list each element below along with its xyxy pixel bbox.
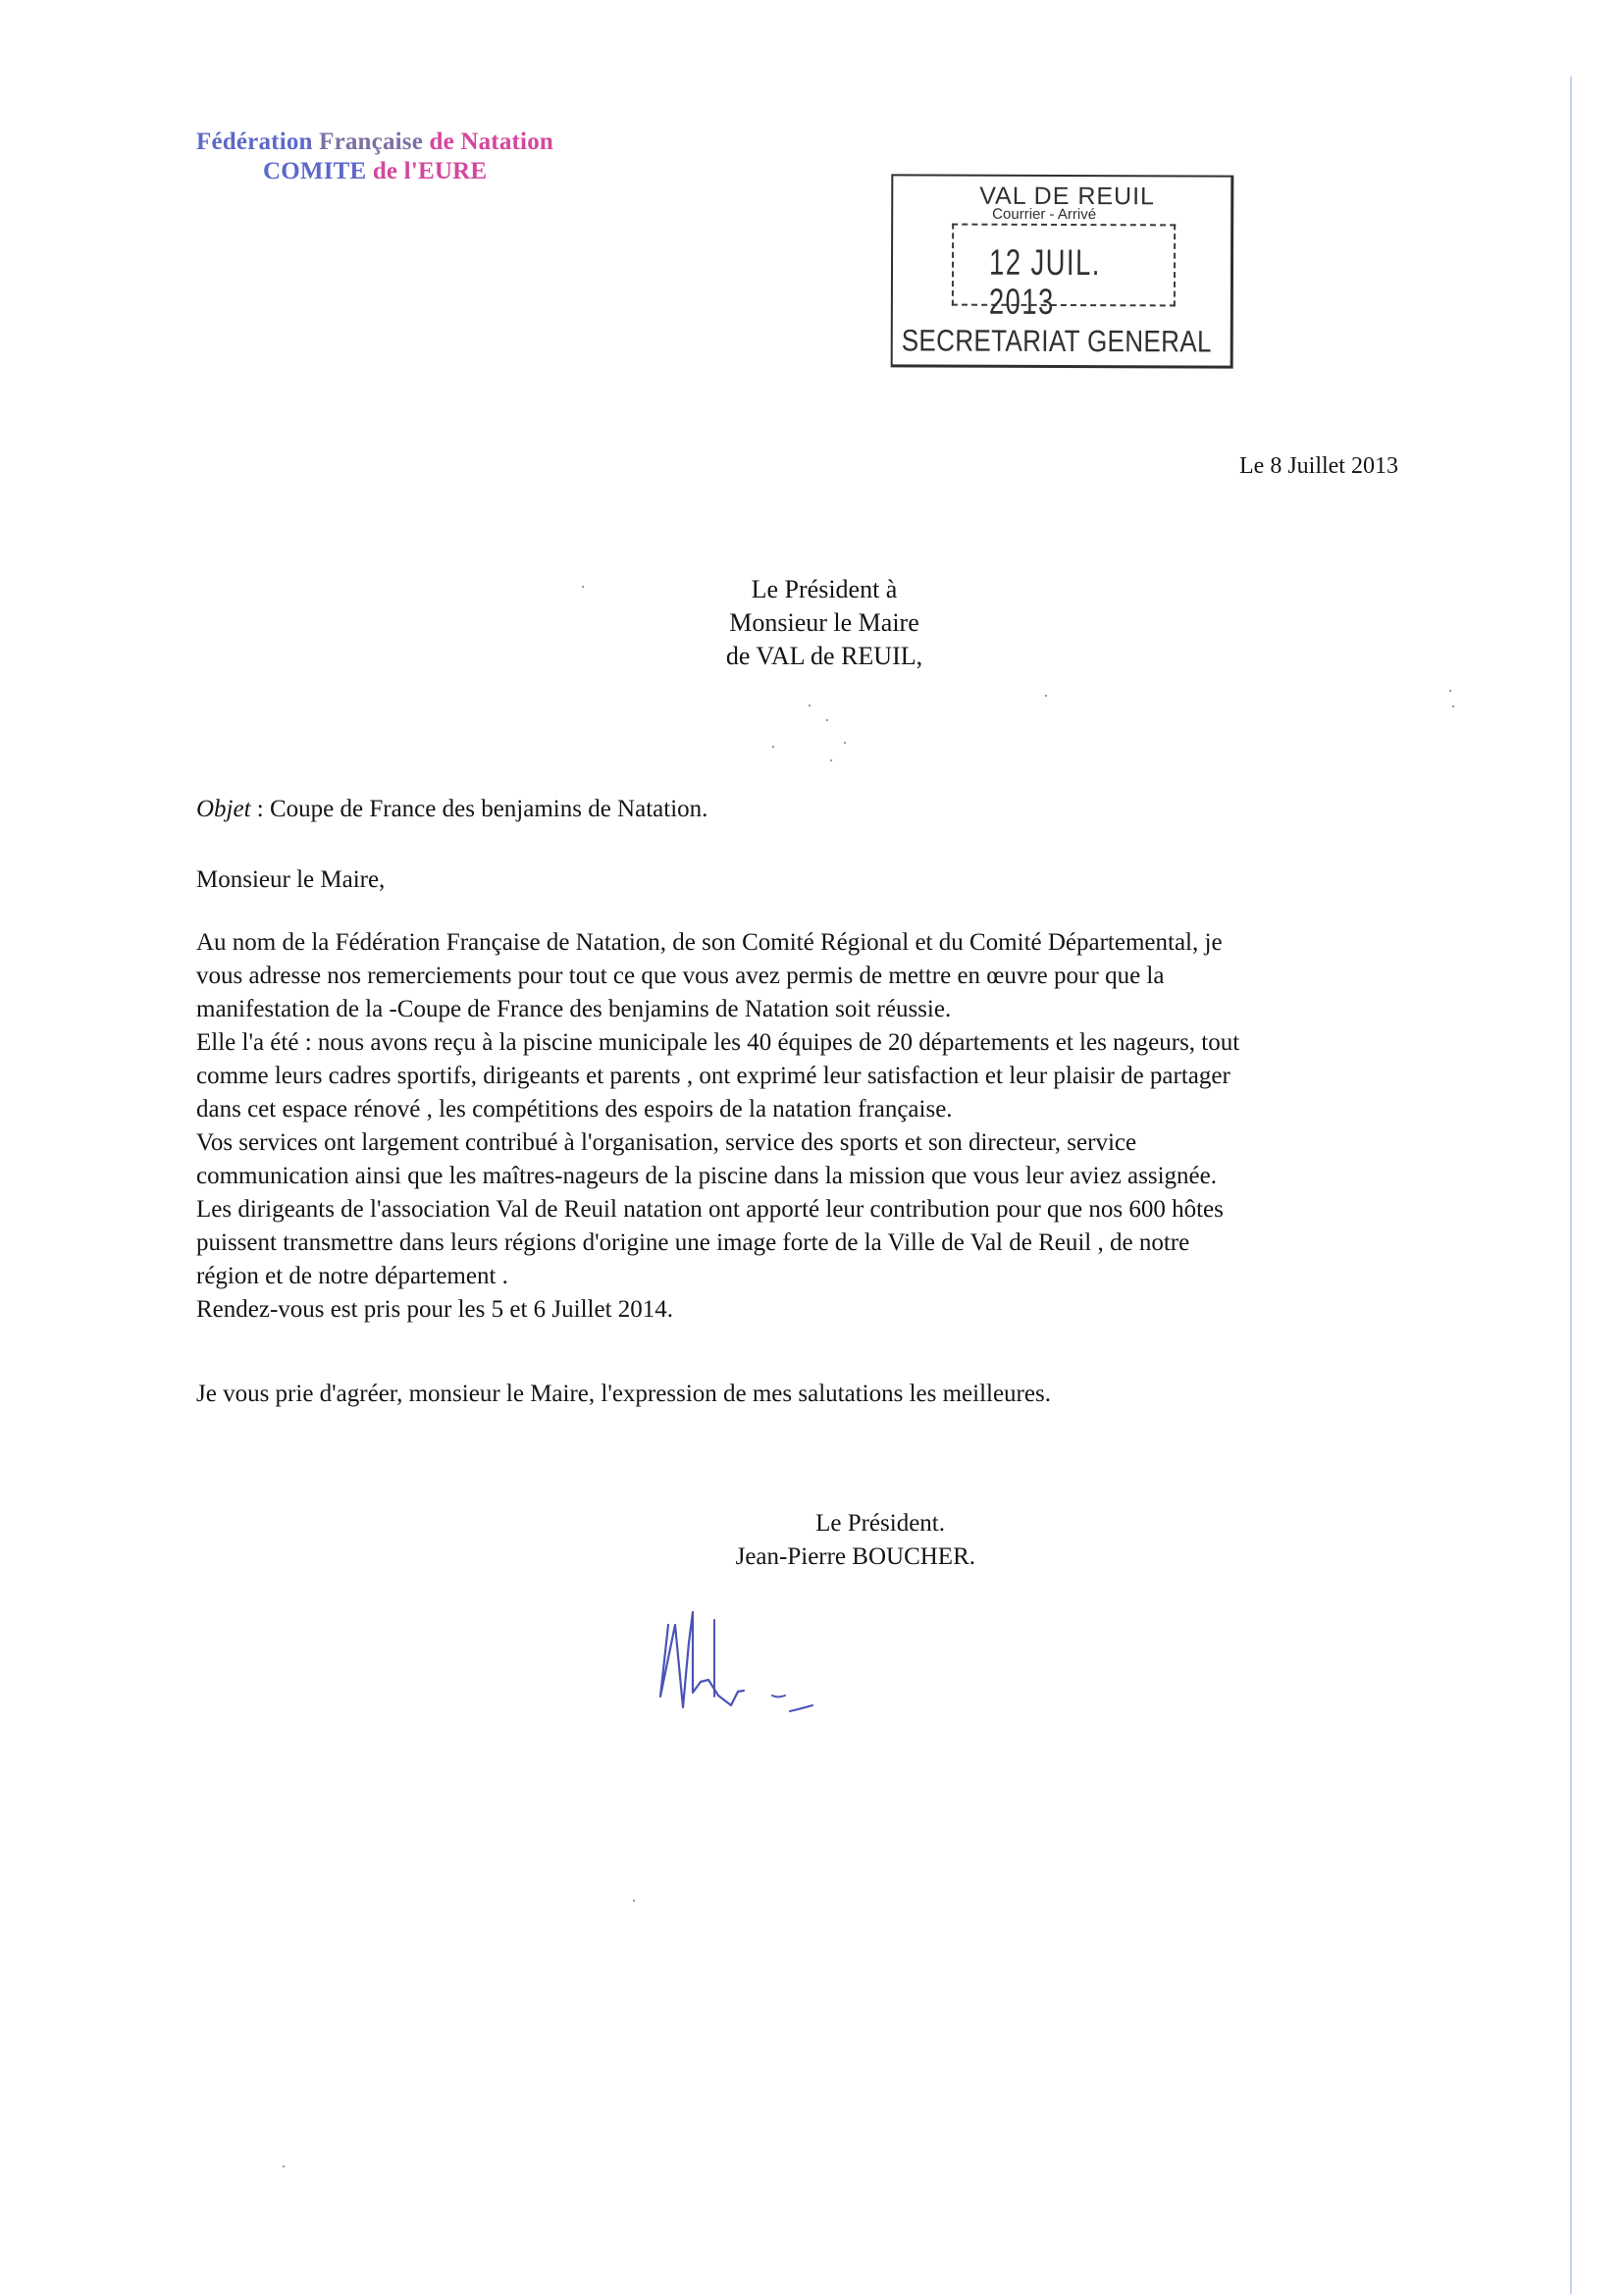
body-line: Au nom de la Fédération Française de Natation, de son Comité Régional et du Comité Départemental, je — [196, 929, 1223, 956]
letterhead-francaise-word: Française — [319, 129, 424, 155]
letter-date: Le 8 Juillet 2013 — [1239, 453, 1398, 479]
subject-line — [196, 793, 707, 826]
body-line: dans cet espace rénové , les compétitions des espoirs de la natation française. — [196, 1096, 953, 1122]
closing-formula: Je vous prie d'agréer, monsieur le Maire, l'expression de mes salutations les meilleures. — [196, 1381, 1051, 1407]
scan-speck — [1045, 695, 1047, 697]
recipient-line-2: Monsieur le Maire — [729, 608, 919, 637]
subject-label: Objet — [196, 796, 251, 822]
body-line: Rendez-vous est pris pour les 5 et 6 Juillet 2014. — [196, 1296, 674, 1323]
recipient-line-1: Le Président à — [751, 575, 898, 603]
stamp-city: VAL DE REUIL — [979, 182, 1156, 211]
letterhead-federation-word: Fédération — [196, 129, 313, 155]
body-line: Vos services ont largement contribué à l'organisation, service des sports et son directeur, service — [196, 1129, 1137, 1156]
scan-speck — [633, 1900, 635, 1902]
letterhead — [196, 128, 579, 186]
scan-speck — [830, 759, 832, 761]
stamp-department: SECRETARIAT GENERAL — [901, 323, 1212, 359]
signature-name: Jean-Pierre BOUCHER. — [735, 1543, 975, 1570]
scan-speck — [772, 746, 774, 748]
letter-body — [196, 926, 1442, 1327]
received-stamp — [891, 174, 1234, 368]
stamp-date: 12 JUIL. 2013 — [988, 241, 1101, 322]
scan-edge-line — [1570, 77, 1572, 2294]
letterhead-eure-word: de l'EURE — [372, 158, 488, 184]
body-line: communication ainsi que les maîtres-nageurs de la piscine dans la mission que vous leur aviez assignée. — [196, 1163, 1217, 1189]
body-line: Elle l'a été : nous avons reçu à la piscine municipale les 40 équipes de 20 départements et les nageurs, tout — [196, 1029, 1240, 1056]
letterhead-line-1 — [196, 128, 579, 157]
letterhead-line-2 — [263, 157, 579, 186]
recipient-line-3: de VAL de REUIL, — [725, 642, 923, 670]
body-line: vous adresse nos remerciements pour tout ce que vous avez permis de mettre en œuvre pour que la — [196, 963, 1165, 989]
letterhead-natation-word: de Natation — [429, 129, 554, 155]
stamp-date-box — [952, 224, 1176, 322]
salutation: Monsieur le Maire, — [196, 866, 386, 893]
recipient-block — [697, 573, 952, 673]
scan-speck — [826, 719, 828, 721]
body-line: manifestation de la -Coupe de France des benjamins de Natation soit réussie. — [196, 996, 952, 1022]
subject-text: : Coupe de France des benjamins de Natation. — [250, 796, 708, 822]
stamp-subtitle: Courrier - Arrivé — [992, 205, 1097, 224]
body-line: puissent transmettre dans leurs régions d'origine une image forte de la Ville de Val de Reuil , de notre — [196, 1229, 1190, 1256]
scan-speck — [283, 2166, 285, 2167]
scan-speck — [1452, 705, 1454, 707]
body-line: comme leurs cadres sportifs, dirigeants et parents , ont exprimé leur satisfaction et leur plaisir de partager — [196, 1063, 1230, 1089]
signature-title: Le Président. — [815, 1510, 945, 1537]
body-line: Les dirigeants de l'association Val de Reuil natation ont apporté leur contribution pour que nos 600 hôtes — [196, 1196, 1224, 1223]
signature-block — [671, 1507, 975, 1574]
scan-speck — [844, 742, 846, 744]
letterhead-comite-word: COMITE — [263, 158, 367, 184]
handwritten-signature — [636, 1572, 822, 1739]
scan-speck — [1449, 690, 1451, 692]
scan-speck — [809, 704, 811, 706]
scan-speck — [582, 586, 584, 588]
body-line: région et de notre département . — [196, 1263, 508, 1289]
